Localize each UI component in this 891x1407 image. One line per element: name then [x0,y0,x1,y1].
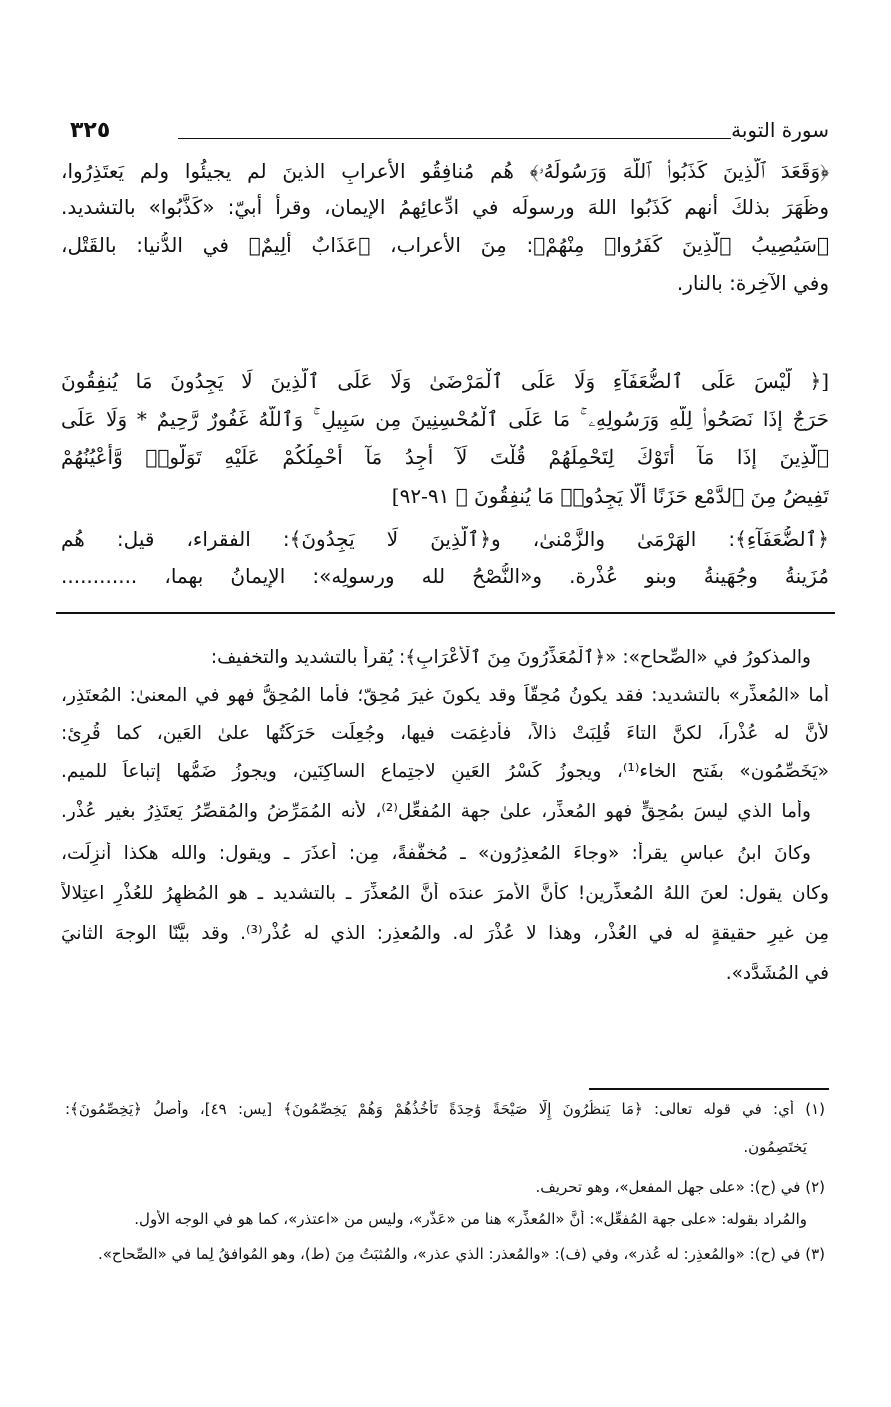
text-line: لأنَّ له عُذْراً، لكنَّ التاءَ قُلِبَتْ ذالاً، فأُدغِمَت فيها، وجُعِلَت حَرَكَتُها علىٰ العَين، كما قُرِئ: [61,723,829,744]
page-number: ٣٢٥ [70,118,111,143]
verse-line: تَفِيضُ مِنَ ٱلدَّمْعِ حَزَنًا أَلَّا يَجِدُوا۟ مَا يُنفِقُونَ ﴾ ٩١-٩٢] [391,484,829,508]
surah-title: سورة التوبة [731,118,829,142]
text-line: ﴿سَيُصِيبُ ٱلَّذِينَ كَفَرُوا۟ مِنْهُمْ﴾: مِنَ الأعراب، ﴿عَذَابٌ أَلِيمٌ﴾ في الدُّنيا: بالقَتْل، [61,233,829,257]
footnote-divider [589,1088,829,1090]
footnote: (١) أي: في قوله تعالى: ﴿مَا يَنظُرُونَ إِلَّا صَيْحَةً وَٰحِدَةً تَأْخُذُهُمْ وَهُمْ يَخِصِّمُونَ﴾ [يس: ٤٩]، وأصلُ ﴿يَخِصِّمُونَ﴾: [65,1100,825,1118]
verse-line: [﴿ لَّيْسَ عَلَى ٱلضُّعَفَآءِ وَلَا عَلَى ٱلْمَرْضَىٰ وَلَا عَلَى ٱلَّذِينَ لَا يَجِدُونَ مَا يُنفِقُونَ [61,369,829,393]
footnote: يَختَصِمُون. [743,1138,807,1156]
text-line: مُزَينةُ وجُهَينةُ وبنو عُذْرة. و«النُّصْحُ لله ورسولِه»: الإيمانُ بهما، ............ [61,564,829,588]
section-divider [56,612,835,614]
text-line: والمذكورُ في «الصِّحاح»: «﴿ٱلْمُعَذِّرُونَ مِنَ ٱلْأَعْرَابِ﴾: يُقرأُ بالتشديد والتخفيف: [210,647,811,668]
text-line: وكانَ ابنُ عباسٍ يقرأ: «وجاءَ المُعذِرُون» ـ مُخفَّفةً، مِن: أعذَرَ ـ ويقول: والله هكذا أُنزِلَت، [61,843,811,864]
text-line: «يَخَصِّمُون» بفَتح الخاء⁽¹⁾، ويجوزُ كَسْرُ العَينِ لاجتِماع الساكِنَين، ويجوزُ ضَمُّها إتباعاً للميم. [61,761,829,782]
header-rule [178,138,731,139]
text-line: وكان يقول: لعنَ اللهُ المُعذِّرين! كأنَّ الأمرَ عندَه أنَّ المُعذِّرَ ـ بالتشديد ـ هو المُظهِرُ للعُذْرِ اعتِلالاً [61,883,829,904]
verse-line: ٱلَّذِينَ إِذَا مَآ أَتَوْكَ لِتَحْمِلَهُمْ قُلْتَ لَآ أَجِدُ مَآ أَحْمِلُكُمْ عَلَيْهِ تَوَلَّوا۟ وَّأَعْيُنُهُمْ [61,445,829,469]
footnote: والمُراد بقوله: «على جهة المُفعِّل»: أنَّ «المُعذِّر» هنا من «عَذَّر»، وليس من «اعتذر»، كما هو في الوجه الأول. [134,1210,807,1228]
footnote: (٣) في (ح): «والمُعذِر: له عُذر»، وفي (ف): «والمُعذر: الذي عذر»، والمُثبَتُ مِنَ (ط)، وهو المُوافقُ لِما في «الصِّحاح». [97,1245,825,1263]
text-line: مِن غيرِ حقيقةٍ له في العُذْر، وهذا لا عُذْرَ له. والمُعذِر: الذي له عُذْر⁽³⁾. وقد بيَّنّا الوجهَ الثانيَ [61,923,829,944]
text-line: أما «المُعذِّر» بالتشديد: فقد يكونُ مُحِقّاً وقد يكونَ غيرَ مُحِقّ؛ فأما المُحِقُّ فهو في المعنىٰ: المُعتَذِر، [61,685,829,706]
text-line: ﴿ٱلضُّعَفَآءِ﴾: الهَرْمَىٰ والزَّمْنىٰ، و﴿ٱلَّذِينَ لَا يَجِدُونَ﴾: الفقراء، قيل: هُم [61,527,829,551]
text-line: في المُشَدَّد». [725,963,829,984]
text-line: وأما الذي ليسَ بمُحِقٍّ فهو المُعذِّر، علىٰ جهة المُفعِّل⁽²⁾، لأنه المُمَرِّضُ والمُقصِّرُ يَعتَذِرُ بغير عُذْر. [61,801,811,822]
text-line: وظَهَرَ بذلكَ أنهم كَذَبُوا اللهَ ورسولَه في ادِّعائِهمُ الإيمان، وقرأ أُبيّ: «كَذَّبُوا» بالتشديد. [61,195,829,219]
text-line: ﴿وَقَعَدَ ٱلَّذِينَ كَذَبُوا۟ ٱللَّهَ وَرَسُولَهُۥ﴾ هُم مُنافِقُو الأعرابِ الذينَ لم يجيئُوا ولم يَعتَذِرُوا، [61,159,829,183]
text-line: وفي الآخِرة: بالنار. [676,271,829,295]
verse-line: حَرَجٌ إِذَا نَصَحُوا۟ لِلَّهِ وَرَسُولِهِۦ ۚ مَا عَلَى ٱلْمُحْسِنِينَ مِن سَبِيلٍ ۚ وَٱللَّهُ غَفُورٌ رَّحِيمٌ * وَلَا عَلَى [61,407,829,431]
footnote: (٢) في (ح): «على جهل المفعل»، وهو تحريف. [535,1178,825,1196]
